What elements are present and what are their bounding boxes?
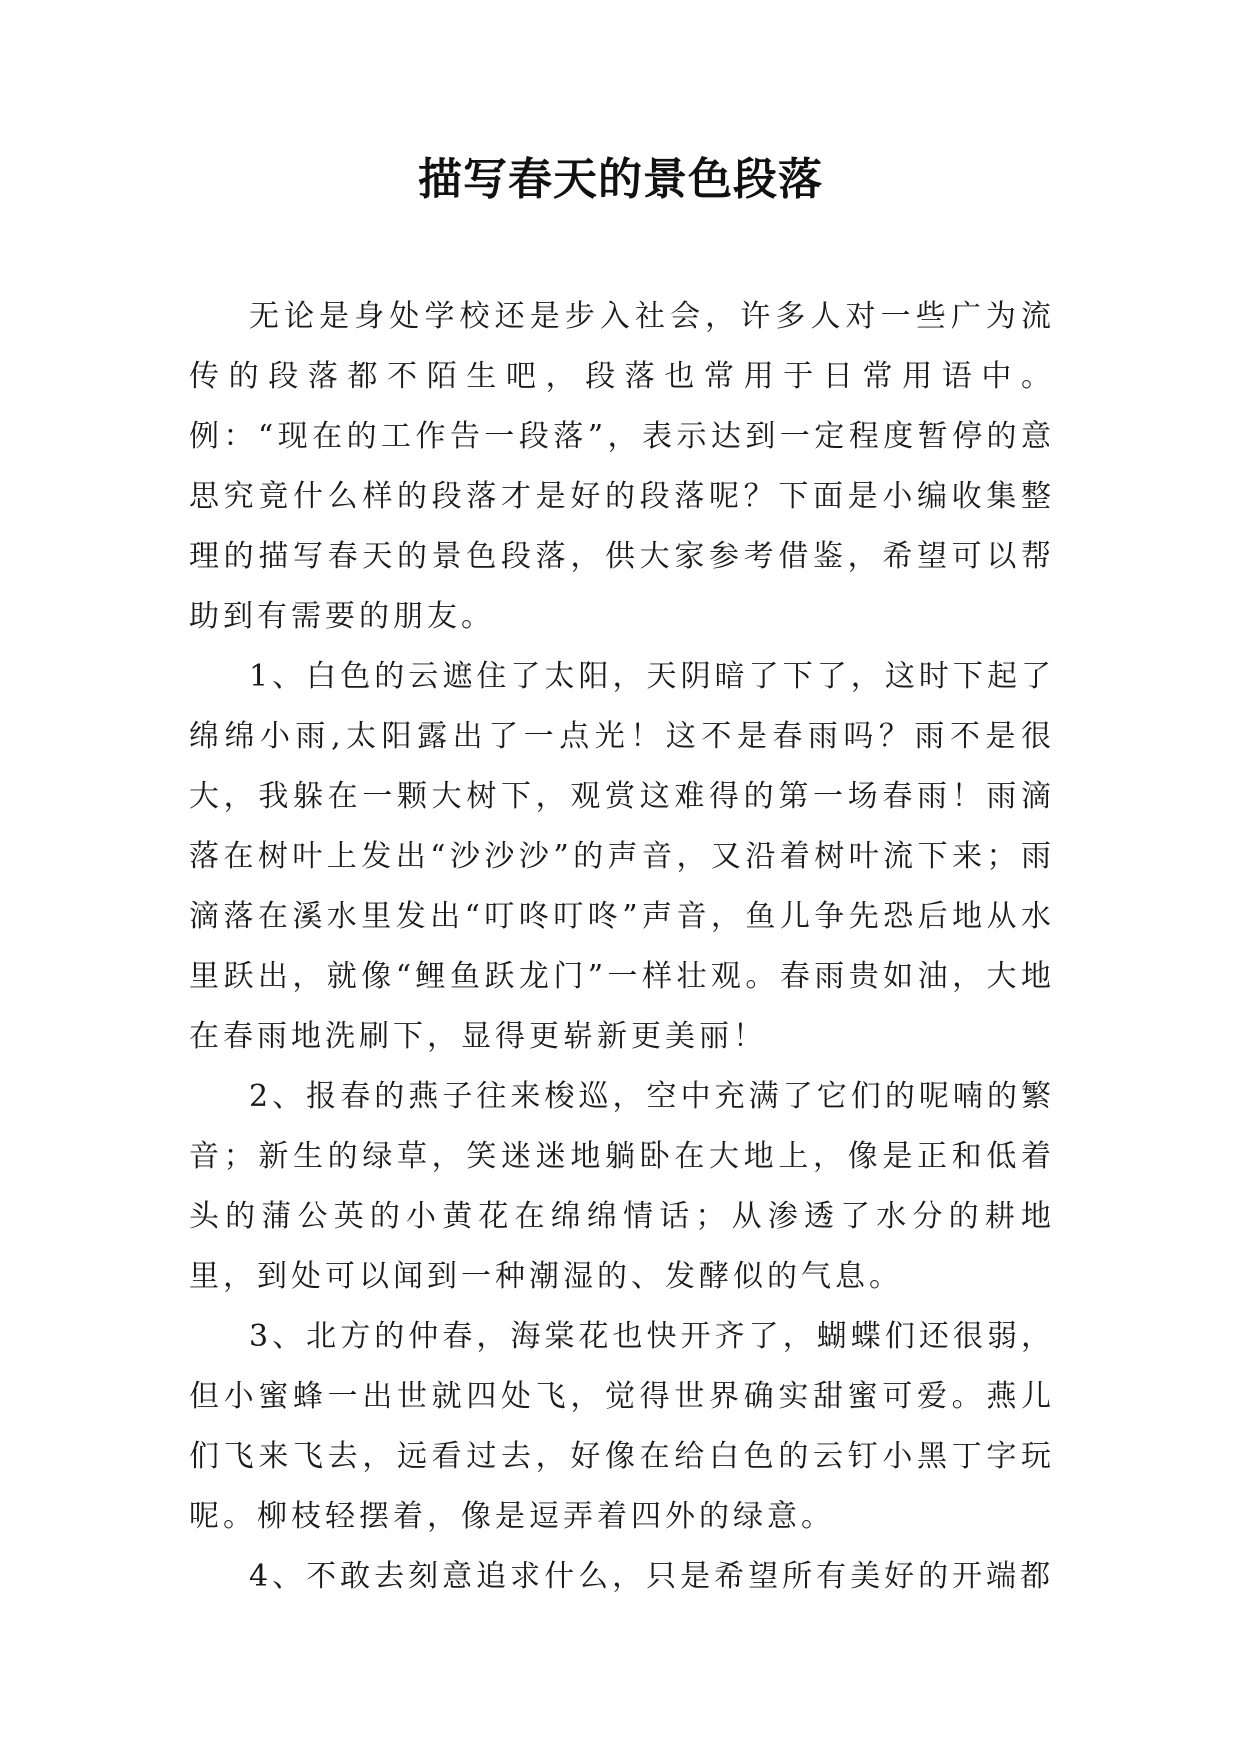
paragraph-2: 2、报春的燕子往来梭巡，空中充满了它们的呢喃的繁音；新生的绿草，笑迷迷地躺卧在大地上，像是正和低着头的蒲公英的小黄花在绵绵情话；从渗透了水分的耕地里，到处可以闻到一种潮湿的、发酵似的气息。 xyxy=(189,1079,1055,1294)
document-body xyxy=(189,287,1055,1607)
paragraph-4: 4、不敢去刻意追求什么，只是希望所有美好的开端都 xyxy=(249,1559,1055,1594)
document-title: 描写春天的景色段落 xyxy=(418,154,823,205)
paragraph-3: 3、北方的仲春，海棠花也快开齐了，蝴蝶们还很弱，但小蜜蜂一出世就四处飞，觉得世界确实甜蜜可爱。燕儿们飞来飞去，远看过去，好像在给白色的云钉小黑丁字玩呢。柳枝轻摆着，像是逗弄着四外的绿意。 xyxy=(189,1319,1055,1534)
paragraph-1: 1、白色的云遮住了太阳，天阴暗了下了，这时下起了绵绵小雨,太阳露出了一点光！这不是春雨吗？雨不是很大，我躲在一颗大树下，观赏这难得的第一场春雨！雨滴落在树叶上发出“沙沙沙”的声音，又沿着树叶流下来；雨滴落在溪水里发出“叮咚叮咚”声音，鱼儿争先恐后地从水里跃出，就像“鲤鱼跃龙门”一样壮观。春雨贵如油，大地在春雨地洗刷下，显得更崭新更美丽！ xyxy=(189,659,1055,1054)
intro-paragraph: 无论是身处学校还是步入社会，许多人对一些广为流传的段落都不陌生吧，段落也常用于日常用语中。例：“现在的工作告一段落”，表示达到一定程度暂停的意思究竟什么样的段落才是好的段落呢？下面是小编收集整理的描写春天的景色段落，供大家参考借鉴，希望可以帮助到有需要的朋友。 xyxy=(189,299,1055,634)
